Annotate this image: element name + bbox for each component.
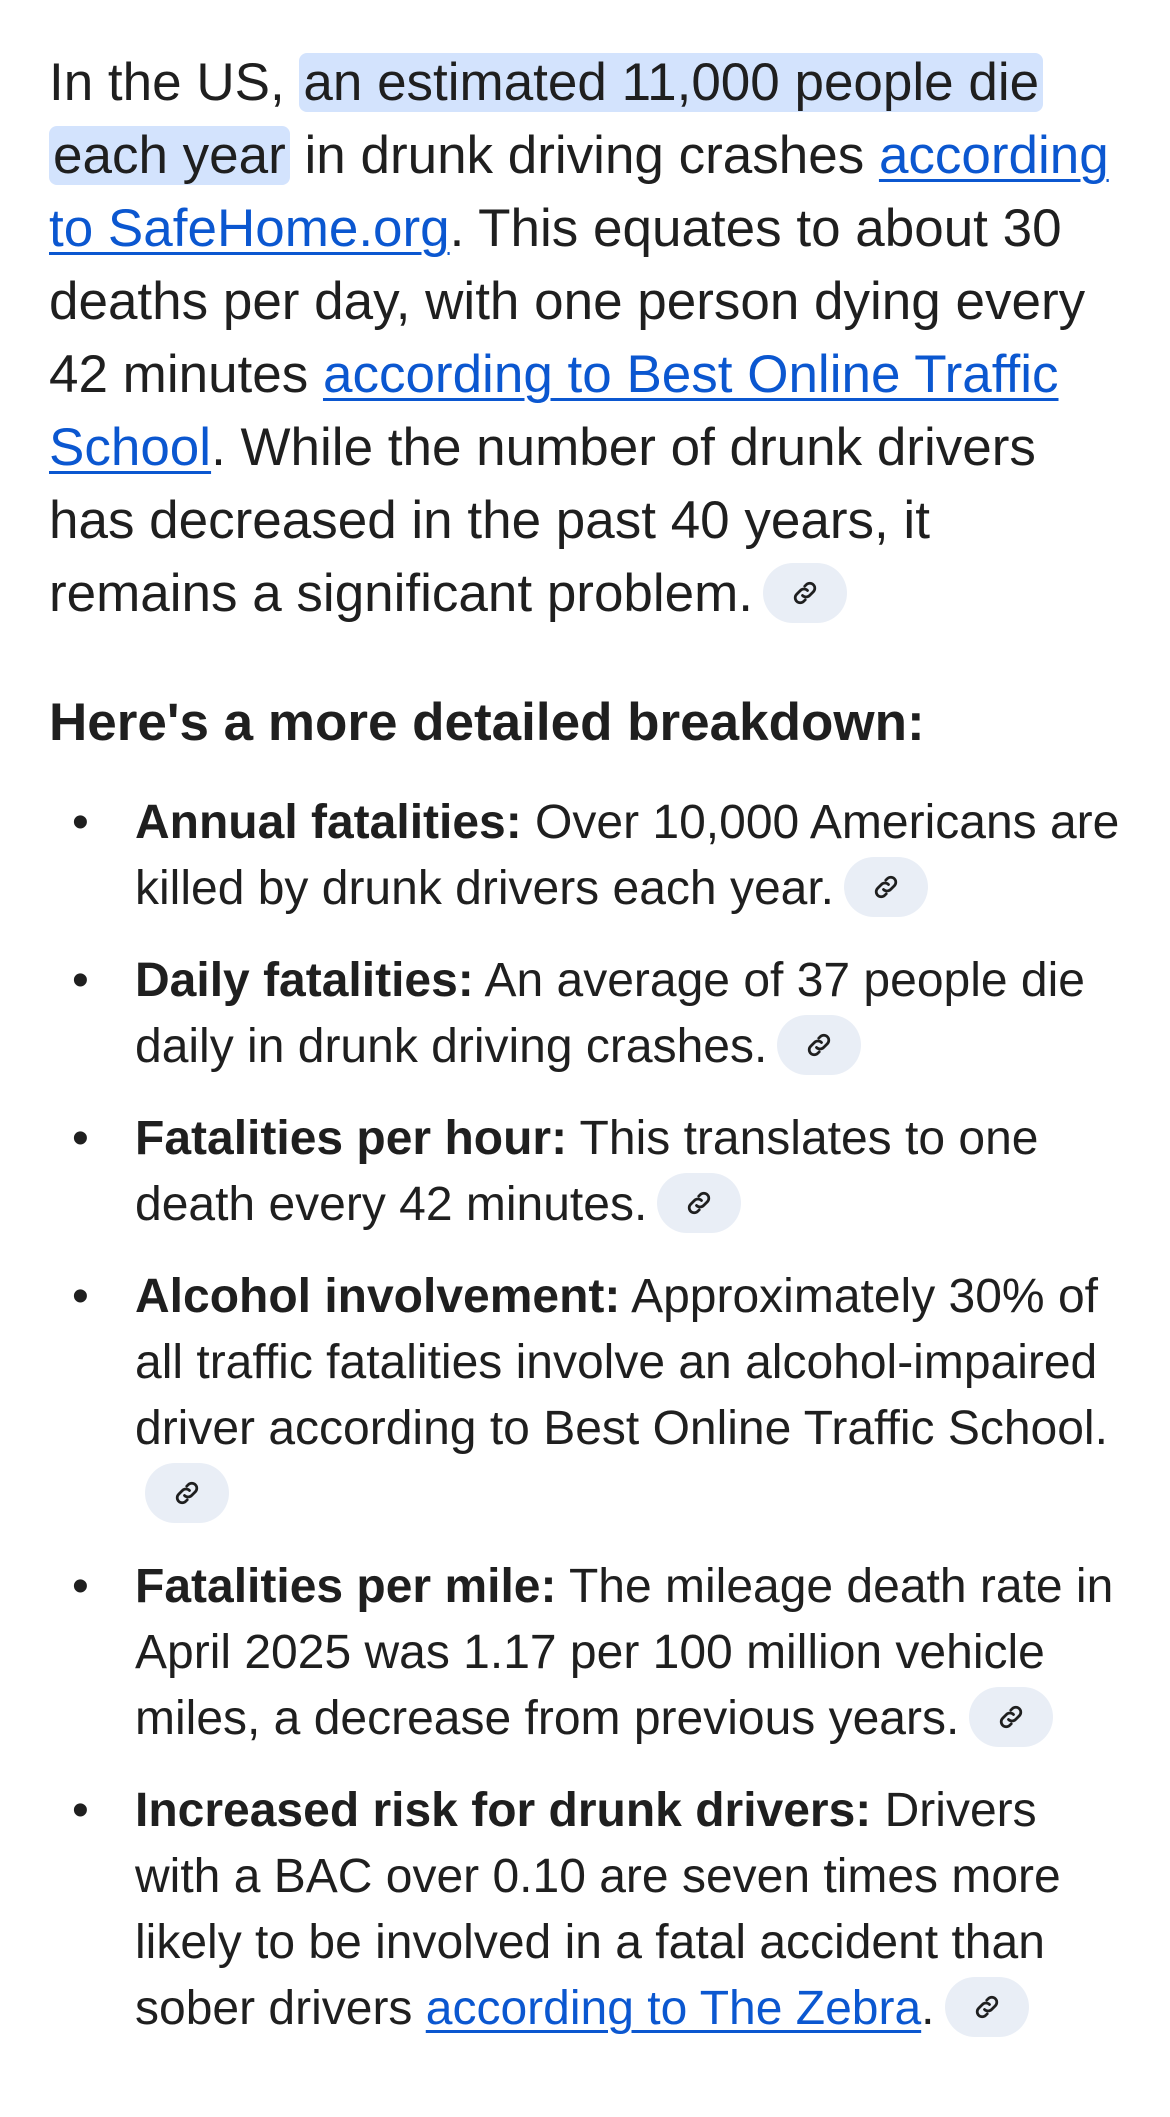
item-label: Fatalities per mile: <box>135 1560 557 1613</box>
item-text: Drivers with a BAC over 0.10 are seven times more likely to be involved in a fatal accident than sober drivers <box>135 1784 1061 2035</box>
item-text: An average of 37 people die daily in drunk driving crashes. <box>135 954 1085 1073</box>
bullet: • <box>72 1784 89 1837</box>
source-chip[interactable] <box>777 1015 861 1075</box>
source-chip[interactable] <box>844 857 928 917</box>
item-label: Increased risk for drunk drivers: <box>135 1784 872 1837</box>
item-text-end: . <box>921 1982 935 2035</box>
bullet: • <box>72 1112 89 1165</box>
list-item <box>49 948 1126 1080</box>
source-link-the-zebra[interactable]: according to The Zebra <box>425 1982 922 2035</box>
source-link-best-online-traffic-school[interactable]: according to Best Online Traffic School <box>49 345 1059 477</box>
source-chip[interactable] <box>945 1977 1029 2037</box>
link-icon <box>804 1030 834 1060</box>
source-chip[interactable] <box>763 563 847 623</box>
list-item <box>49 1106 1126 1238</box>
list-item <box>49 1554 1126 1752</box>
item-label: Annual fatalities: <box>135 796 522 849</box>
breakdown-list <box>49 790 1126 2042</box>
source-chip[interactable] <box>657 1173 741 1233</box>
bullet: • <box>72 1270 89 1323</box>
link-icon <box>871 872 901 902</box>
intro-suffix: . While the number of drunk drivers has decreased in the past 40 years, it remains a significant problem. <box>49 418 1036 623</box>
bullet: • <box>72 1560 89 1613</box>
item-text: This translates to one death every 42 minutes. <box>135 1112 1039 1231</box>
breakdown-heading: Here's a more detailed breakdown: <box>49 693 925 752</box>
link-icon <box>972 1992 1002 2022</box>
intro-mid2: . This equates to about 30 deaths per day, with one person dying every 42 minutes <box>49 199 1086 404</box>
source-chip[interactable] <box>145 1463 229 1523</box>
item-text: The mileage death rate in April 2025 was 1.17 per 100 million vehicle miles, a decrease from previous years. <box>135 1560 1114 1745</box>
link-icon <box>996 1702 1026 1732</box>
item-label: Alcohol involvement: <box>135 1270 621 1323</box>
link-icon <box>172 1478 202 1508</box>
highlighted-claim[interactable]: an estimated 11,000 people die each year <box>49 53 1043 185</box>
link-icon <box>684 1188 714 1218</box>
list-item <box>49 1778 1126 2042</box>
intro-prefix: In the US, <box>49 53 300 112</box>
intro-paragraph <box>49 46 1126 630</box>
source-link-safehome[interactable]: according to SafeHome.org <box>49 126 1109 258</box>
item-label: Daily fatalities: <box>135 954 474 1007</box>
source-chip[interactable] <box>969 1687 1053 1747</box>
list-item <box>49 790 1126 922</box>
list-item <box>49 1264 1126 1528</box>
intro-mid1: in drunk driving crashes <box>289 126 879 185</box>
bullet: • <box>72 796 89 849</box>
link-icon <box>790 578 820 608</box>
item-label: Fatalities per hour: <box>135 1112 568 1165</box>
item-text: Over 10,000 Americans are killed by drunk drivers each year. <box>135 796 1120 915</box>
item-text: Approximately 30% of all traffic fatalities involve an alcohol-impaired driver according to Best Online Traffic School. <box>135 1270 1108 1455</box>
bullet: • <box>72 954 89 1007</box>
